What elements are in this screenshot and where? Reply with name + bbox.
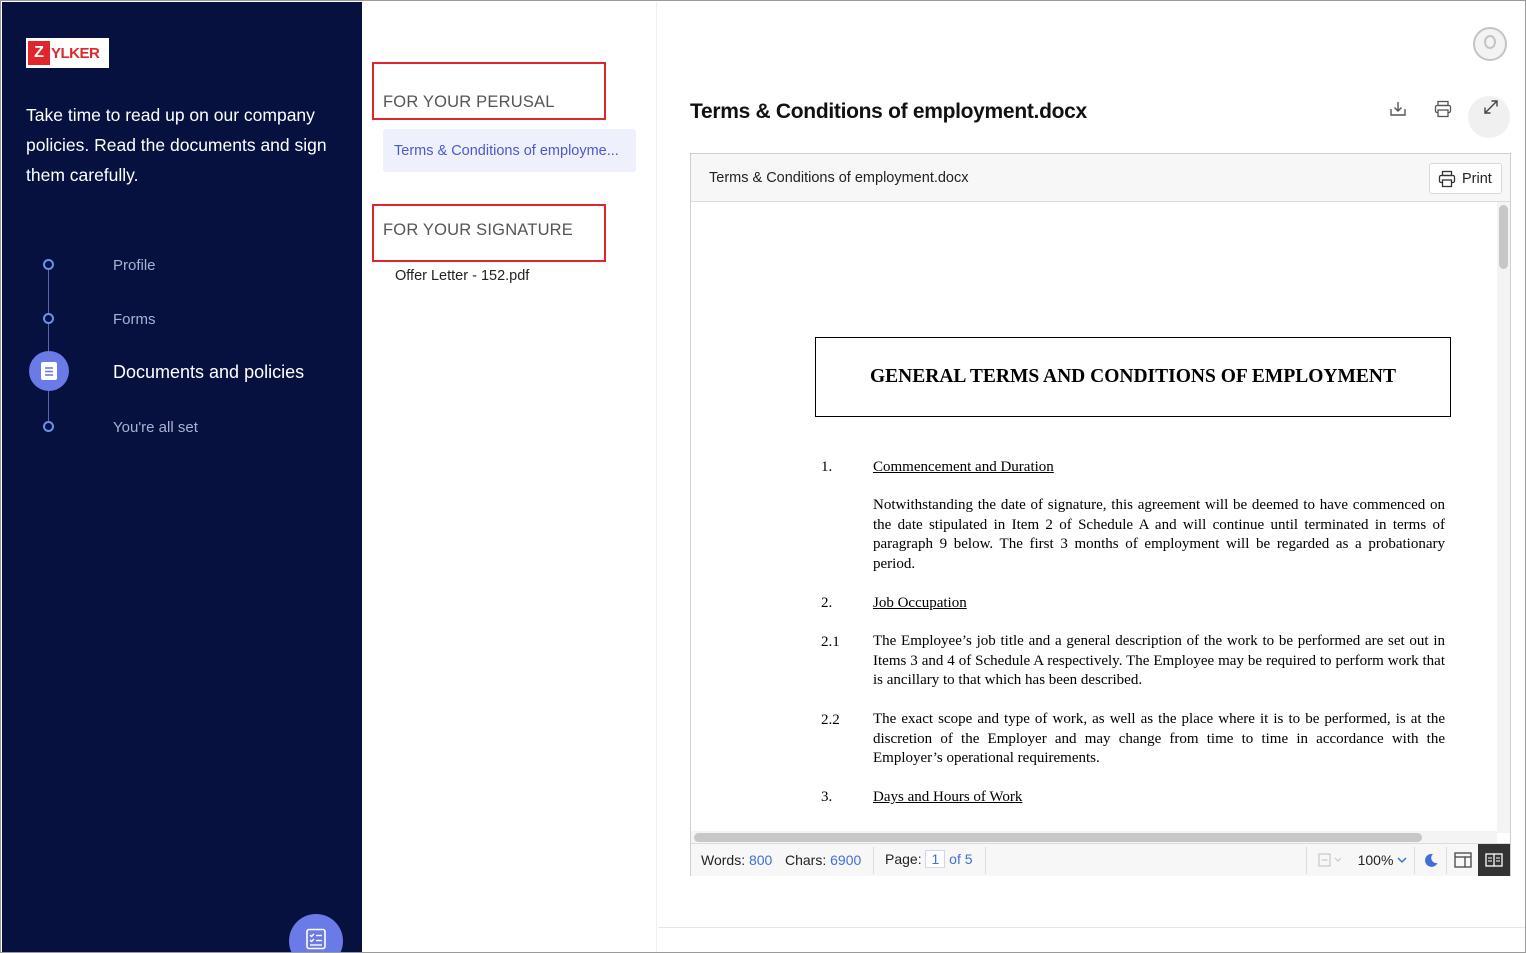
step-profile-dot bbox=[43, 259, 54, 270]
viewer-divider bbox=[658, 927, 1526, 928]
clause-body: The Employee’s job title and a general description of the work to be performed are set out in Items 3 and 4 of Schedule A respectively. The Employee may be required to perform work that is ancillary to that which has been described. bbox=[873, 633, 1445, 688]
print-button[interactable] bbox=[1429, 163, 1502, 194]
steps-connector bbox=[48, 270, 49, 425]
clause-title: Job Occupation bbox=[873, 595, 967, 611]
page-total: of 5 bbox=[949, 851, 973, 867]
print-icon bbox=[1433, 99, 1453, 119]
document-icon bbox=[29, 351, 69, 391]
book-icon bbox=[1485, 853, 1503, 867]
expand-icon bbox=[1482, 98, 1500, 116]
document-viewer bbox=[658, 2, 1526, 953]
page-indicator bbox=[885, 850, 973, 868]
signature-heading: FOR YOUR SIGNATURE bbox=[383, 221, 574, 239]
chars-value: 6900 bbox=[830, 852, 862, 868]
download-button[interactable] bbox=[1387, 98, 1409, 120]
fit-page-button[interactable] bbox=[1313, 844, 1349, 876]
step-forms[interactable]: Forms bbox=[113, 311, 156, 328]
document-filename: Terms & Conditions of employment.docx bbox=[709, 170, 969, 186]
word-count bbox=[701, 852, 772, 868]
printer-icon bbox=[1438, 170, 1456, 188]
checklist-icon bbox=[305, 928, 327, 950]
perusal-heading: FOR YOUR PERUSAL bbox=[383, 93, 555, 111]
step-forms-dot bbox=[43, 313, 54, 324]
download-icon bbox=[1388, 99, 1408, 119]
print-toolbar-button[interactable] bbox=[1432, 98, 1454, 120]
step-profile[interactable]: Profile bbox=[113, 257, 156, 274]
zylker-logo bbox=[26, 38, 109, 68]
document-frame bbox=[690, 153, 1511, 876]
clause-number: 3. bbox=[821, 789, 833, 805]
clause-body: The exact scope and type of work, as well as the place where it is to be performed, is at the discretion of the Employer and may change from time to time in accordance with the Employer’s operational requirements. bbox=[873, 711, 1445, 766]
logo-letter: Z bbox=[28, 41, 50, 65]
document-list bbox=[363, 2, 657, 953]
clause-body: Notwithstanding the date of signature, this agreement will be deemed to have commenced on the date stipulated in Item 2 of Schedule A and will continue until terminated in terms of paragraph 9 below. The first 3 months of employment will be regarded as a probationary period. bbox=[873, 497, 1445, 572]
clause-number: 2.1 bbox=[821, 634, 840, 650]
step-documents-and-policies[interactable]: Documents and policies bbox=[113, 362, 305, 382]
chars-label: Chars: bbox=[785, 852, 827, 868]
words-label: Words: bbox=[701, 852, 746, 868]
onboarding-sidebar bbox=[2, 2, 362, 953]
reading-mode-button[interactable] bbox=[1478, 844, 1510, 876]
clause-title: Days and Hours of Work bbox=[873, 789, 1023, 805]
char-count bbox=[785, 852, 861, 868]
horizontal-scrollbar[interactable] bbox=[691, 831, 1497, 843]
clause-number: 2. bbox=[821, 595, 833, 611]
logo-wordmark: YLKER bbox=[51, 44, 100, 62]
print-label: Print bbox=[1462, 170, 1492, 187]
checklist-button[interactable] bbox=[289, 914, 343, 953]
clause-number: 2.2 bbox=[821, 712, 840, 728]
step-all-set-dot bbox=[43, 421, 54, 432]
expand-button[interactable] bbox=[1468, 96, 1510, 138]
viewer-title: Terms & Conditions of employment.docx bbox=[690, 100, 1087, 123]
signature-item-offer-letter[interactable]: Offer Letter - 152.pdf bbox=[395, 268, 530, 284]
zoom-select[interactable] bbox=[1355, 844, 1411, 876]
layout-icon bbox=[1454, 852, 1472, 868]
moon-icon bbox=[1423, 852, 1439, 868]
chevron-down-icon bbox=[1396, 855, 1408, 865]
document-status-bar bbox=[691, 843, 1510, 876]
intro-text: Take time to read up on our company policies. Read the documents and sign them carefully. bbox=[26, 105, 327, 185]
document-page bbox=[691, 202, 1496, 833]
clause-number: 1. bbox=[821, 459, 833, 475]
avatar[interactable] bbox=[1473, 27, 1507, 61]
zoom-value: 100% bbox=[1357, 852, 1394, 868]
words-value: 800 bbox=[748, 852, 773, 868]
perusal-item-terms[interactable]: Terms & Conditions of employme... bbox=[383, 129, 636, 172]
vertical-scrollbar[interactable] bbox=[1497, 202, 1510, 833]
document-header-bar bbox=[691, 154, 1510, 202]
clause-title: Commencement and Duration bbox=[873, 459, 1054, 475]
document-heading: GENERAL TERMS AND CONDITIONS OF EMPLOYMENT bbox=[815, 337, 1451, 417]
layout-button[interactable] bbox=[1449, 844, 1477, 876]
night-mode-button[interactable] bbox=[1417, 844, 1445, 876]
page-label: Page: bbox=[885, 851, 922, 867]
page-input[interactable]: 1 bbox=[925, 850, 945, 868]
step-all-set[interactable]: You're all set bbox=[113, 419, 198, 436]
fit-page-icon bbox=[1318, 853, 1344, 867]
